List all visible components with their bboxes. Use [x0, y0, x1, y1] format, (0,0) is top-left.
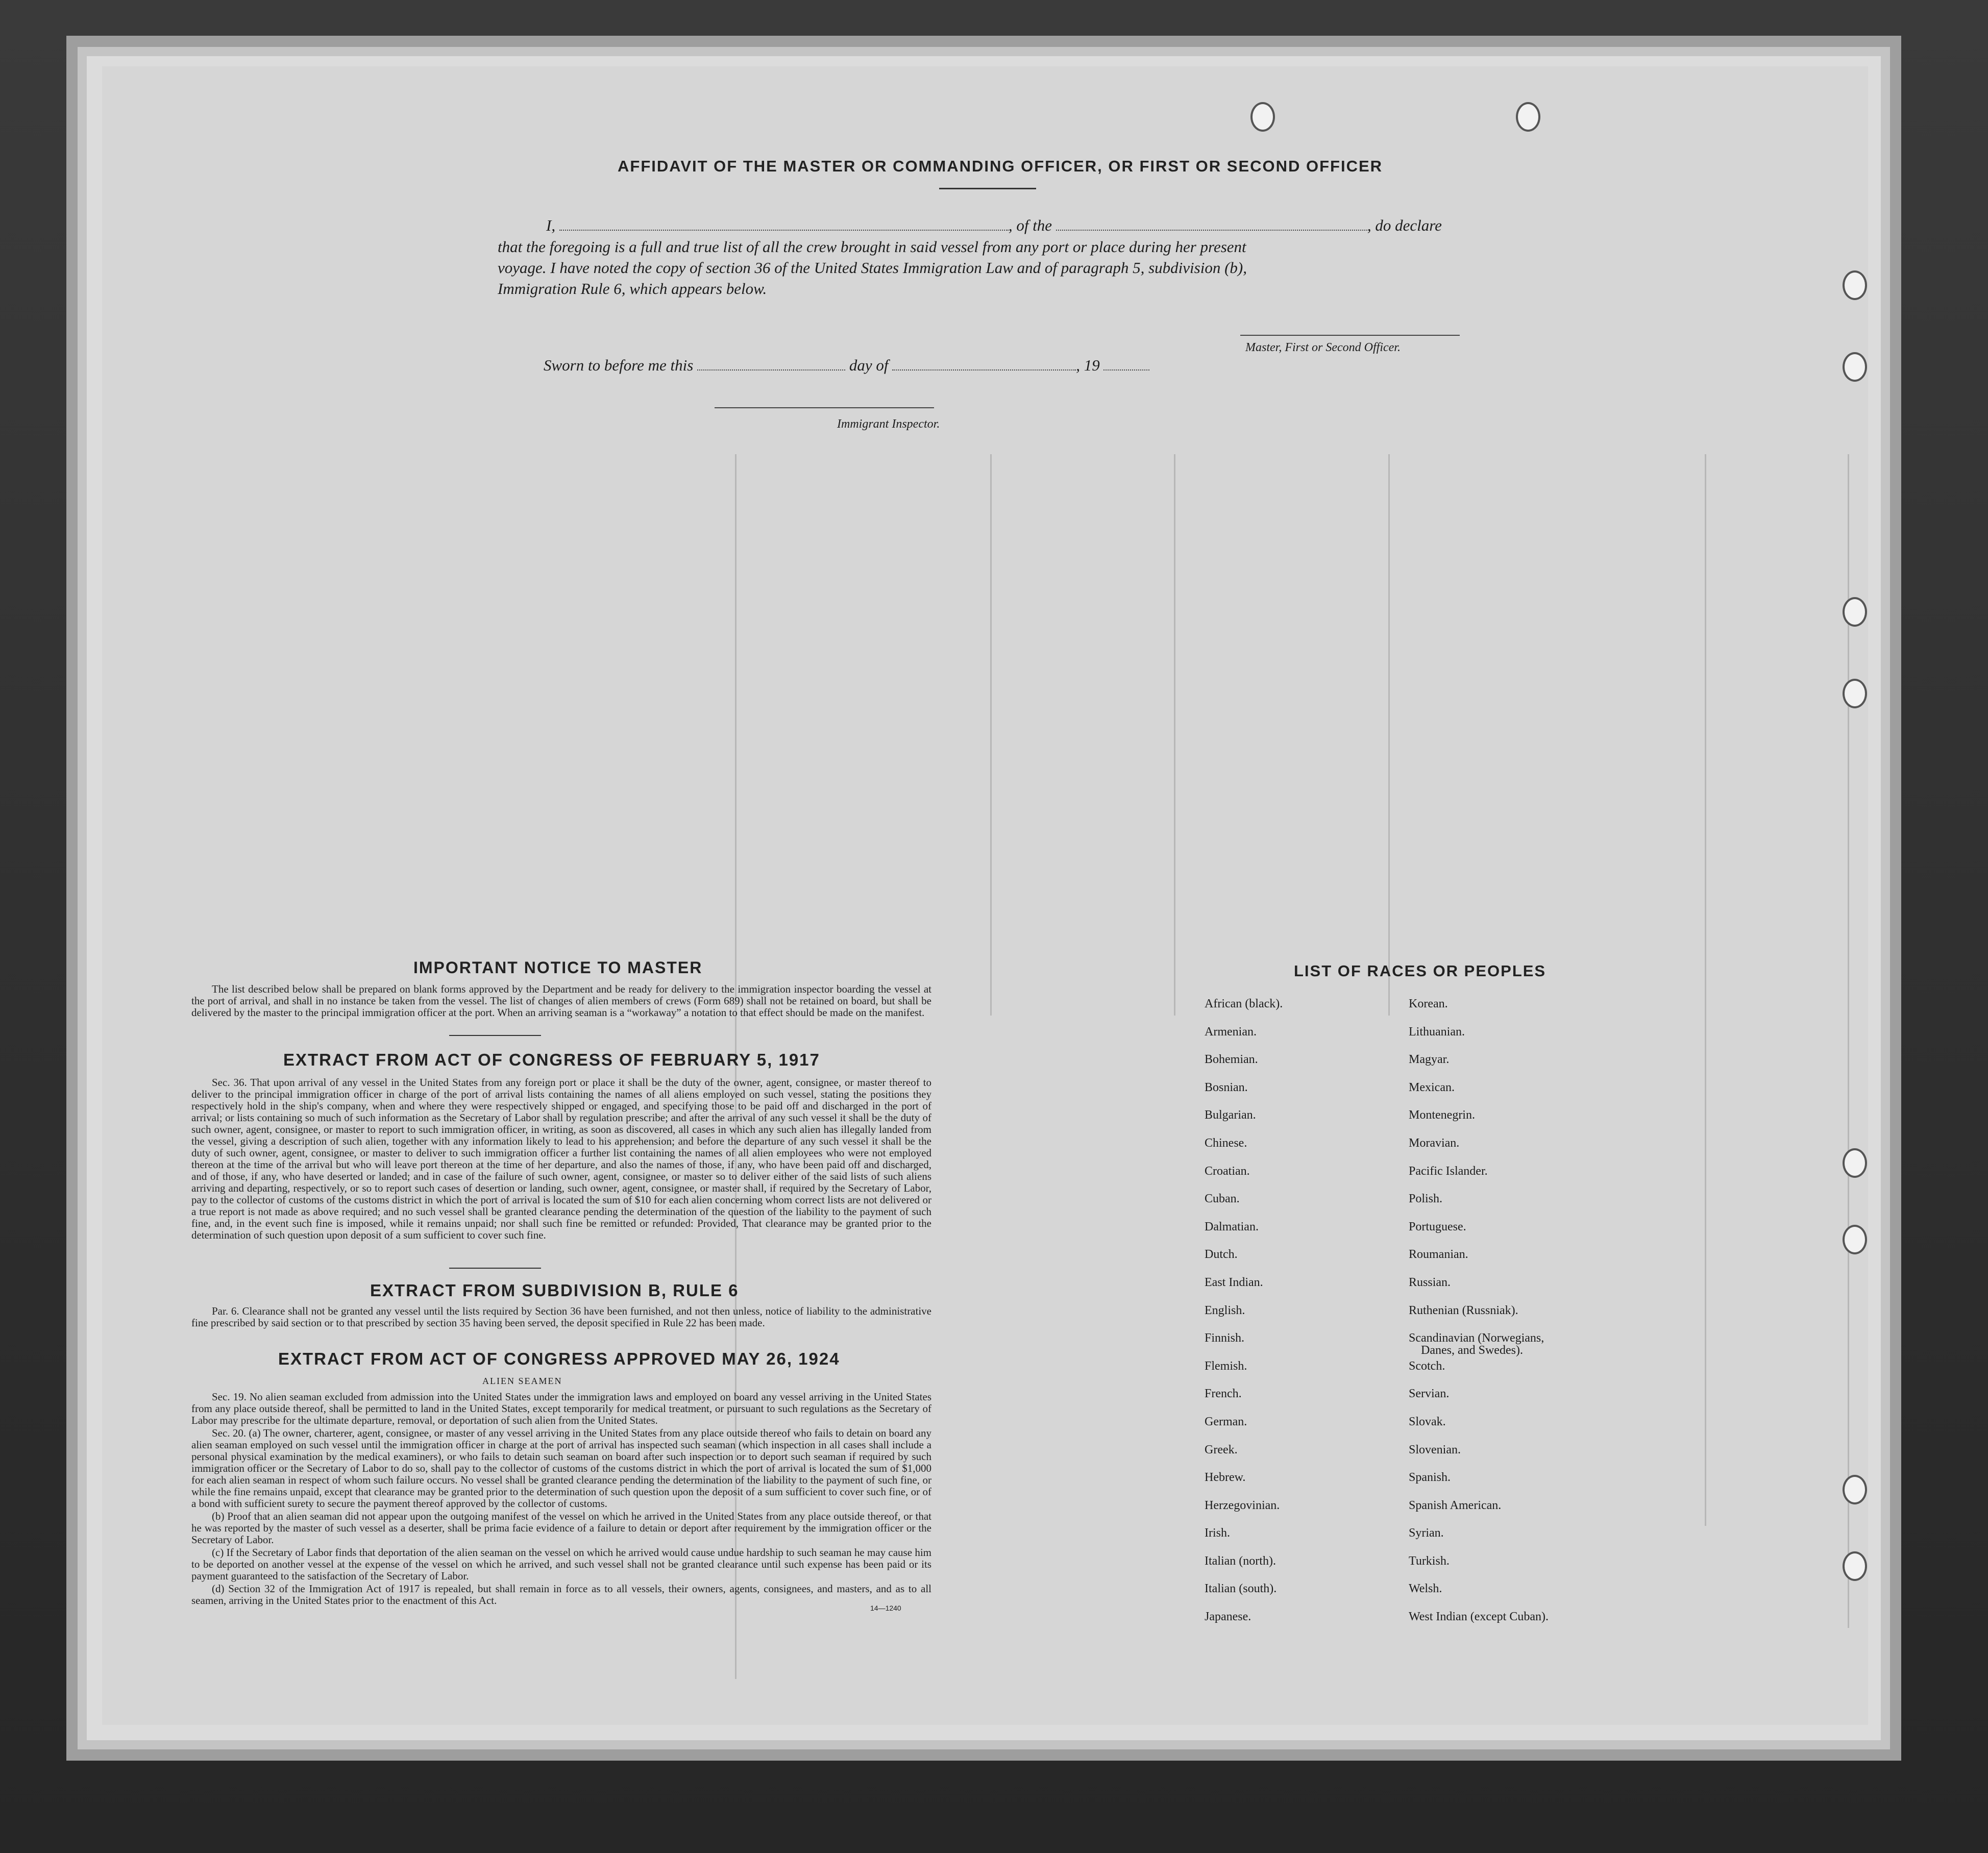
notice-body: The list described below shall be prepared on blank forms approved by the Department and be ready for delivery to the immigration inspector boarding the vessel at the port of arrival, and shall in no instance be taken from the vessel. The list of changes of alien members of crews (Form 689) shall not be retained on board, but shall be delivered by the master to the principal immigration officer at the port. When an arriving seaman is a “workaway” a notation to that effect should be made on the manifest.	[191, 983, 931, 1019]
document-sheet	[87, 56, 1881, 1740]
race-item: Chinese.	[1205, 1136, 1247, 1150]
race-item: Italian (south).	[1205, 1582, 1277, 1596]
act-1924-body	[191, 1391, 931, 1608]
punch-hole	[1843, 270, 1867, 300]
race-item: Syrian.	[1409, 1526, 1444, 1540]
bleed-through-line	[1848, 454, 1849, 1628]
declarant-name-field[interactable]	[559, 216, 1009, 231]
race-item: Slovenian.	[1409, 1443, 1461, 1456]
race-item: Welsh.	[1409, 1582, 1442, 1596]
punch-hole	[1843, 1475, 1867, 1504]
affidavit-line-4: Immigration Rule 6, which appears below.	[498, 280, 767, 298]
race-item: Bulgarian.	[1205, 1108, 1256, 1122]
sheet-inner	[102, 66, 1868, 1725]
race-item: Finnish.	[1205, 1331, 1245, 1345]
act-1917-title: EXTRACT FROM ACT OF CONGRESS OF FEBRUARY 5, 1917	[283, 1050, 820, 1069]
sworn-year-field[interactable]	[1103, 356, 1149, 370]
title-rule	[939, 188, 1036, 189]
race-item: Russian.	[1409, 1275, 1451, 1289]
race-item: Dutch.	[1205, 1248, 1238, 1262]
races-column-1	[1205, 998, 1283, 1639]
form-number: 14—1240	[870, 1604, 901, 1612]
race-item: Servian.	[1409, 1387, 1450, 1401]
bleed-through-line	[990, 454, 992, 1016]
race-item: Mexican.	[1409, 1080, 1455, 1094]
affidavit-line-1	[546, 216, 1442, 235]
affidavit-line-2: that the foregoing is a full and true list of all the crew brought in said vessel from any port or place during her present	[498, 238, 1246, 256]
race-item: Montenegrin.	[1409, 1108, 1475, 1122]
race-item: Polish.	[1409, 1192, 1443, 1206]
race-item: Spanish American.	[1409, 1498, 1502, 1512]
race-item: Scotch.	[1409, 1359, 1445, 1373]
sworn-day-field[interactable]	[697, 356, 845, 370]
rule-6-title: EXTRACT FROM SUBDIVISION B, RULE 6	[370, 1281, 739, 1300]
vessel-prefix: , of the	[1008, 216, 1052, 234]
race-item: Spanish.	[1409, 1471, 1451, 1485]
race-item: Roumanian.	[1409, 1248, 1468, 1262]
punch-hole	[1843, 597, 1867, 627]
punch-hole	[1843, 352, 1867, 382]
sec-19-text: Sec. 19. No alien seaman excluded from admission into the United States under the immigration laws and employed on board any vessel arriving in the United States from any place outside thereof, shall be permitted to land in the United States, except temporarily for medical treatment, or pursuant to such regulations as the Secretary of Labor may prescribe for the ultimate departure, removal, or deportation of such alien from the United States.	[191, 1391, 931, 1426]
race-item: French.	[1205, 1387, 1242, 1401]
sworn-line	[544, 356, 1149, 375]
punch-hole	[1843, 1551, 1867, 1581]
race-item: Armenian.	[1205, 1025, 1257, 1039]
section-rule	[449, 1035, 541, 1036]
bleed-through-line	[1174, 454, 1175, 1016]
punch-hole	[1516, 102, 1540, 132]
signature-label: Master, First or Second Officer.	[1245, 341, 1401, 354]
alien-seamen-subtitle: ALIEN SEAMEN	[482, 1376, 562, 1386]
sec-20c-text: (c) If the Secretary of Labor finds that deportation of the alien seaman on the vessel on which he arrived would cause undue hardship to such seaman he may cause him to be deported on another vessel at the expense of the vessel on which he arrived, and such vessel shall not be granted clearance until such expense has been paid or its payment guaranteed to the satisfaction of the Secretary of Labor.	[191, 1546, 931, 1582]
race-item: Flemish.	[1205, 1359, 1247, 1373]
sec-20d-text: (d) Section 32 of the Immigration Act of 1917 is repealed, but shall remain in force as to all vessels, their owners, agents, consignees, and masters, and as to all seamen, arriving in the United States prior to the enactment of this Act.	[191, 1583, 931, 1607]
notice-title: IMPORTANT NOTICE TO MASTER	[413, 958, 703, 977]
race-item: Bosnian.	[1205, 1080, 1248, 1094]
punch-hole	[1250, 102, 1275, 132]
punch-hole	[1843, 1225, 1867, 1254]
declarant-prefix: I,	[546, 216, 556, 234]
rule-6-body: Par. 6. Clearance shall not be granted any vessel until the lists required by Section 36 have been furnished, and not then unless, notice of liability to the administrative fine prescribed by said section or to that prescribed by section 35 having been served, the deposit specified in Rule 22 has been made.	[191, 1305, 931, 1329]
race-item: Japanese.	[1205, 1610, 1251, 1624]
race-item: English.	[1205, 1303, 1245, 1317]
vessel-name-field[interactable]	[1056, 216, 1367, 231]
race-item-scandinavian	[1409, 1332, 1549, 1360]
bleed-through-line	[1705, 454, 1706, 1526]
act-1917-body: Sec. 36. That upon arrival of any vessel in the United States from any foreign port or place it shall be the duty of the owner, agent, consignee, or master thereof to deliver to the principal immigration officer in charge of the port of arrival lists containing the names of all aliens employed on such vessel, stating the positions they respectively hold in the ship's company, when and where they were respectively shipped or engaged, and specifying those to be paid off and discharged in the port of arrival; or lists containing so much of such information as the Secretary of Labor shall by regulation prescribe; and after the arrival of any such vessel it shall be the duty of such owner, agent, consignee, or master to report to such immigration officer, in writing, as soon as discovered, all cases in which any such alien has illegally landed from the vessel, giving a description of such alien, together with any information likely to lead to his apprehension; and before the departure of any such vessel it shall be the duty of such owner, agent, consignee, or master to deliver to such immigration officer a further list containing the names of all alien employees who were not employed thereon at the time of the arrival but who will leave port thereon at the time of her departure, and also the names of those, if any, who have been paid off and discharged, and of those, if any, who have deserted or landed; and in case of the failure of such owner, agent, consignee, or master so to deliver either of the said lists of such aliens arriving and departing, respectively, or so to report such cases of desertion or landing, such owner, agent, consignee, or master shall, if required by the Secretary of Labor, pay to the collector of customs of the customs district in which the port of arrival is located the sum of $10 for each alien concerning whom correct lists are not delivered or a true report is not made as above required; and no such vessel shall be granted clearance pending the determination of the question of the liability to the payment of such fine, and, in the event such fine is imposed, while it remains unpaid; nor shall such fine be remitted or refunded: Provided, That clearance may be granted prior to the determination of such question upon deposit of a sum sufficient to cover such fine.	[191, 1076, 931, 1241]
race-item: West Indian (except Cuban).	[1409, 1610, 1549, 1624]
race-item: East Indian.	[1205, 1275, 1263, 1289]
bleed-through-line	[1388, 454, 1390, 1016]
signature-line[interactable]	[1240, 335, 1460, 336]
sworn-month-prefix: day of	[849, 356, 889, 374]
sworn-prefix: Sworn to before me this	[544, 356, 694, 374]
affidavit-title: AFFIDAVIT OF THE MASTER OR COMMANDING OFFICER, OR FIRST OR SECOND OFFICER	[618, 157, 1383, 175]
race-item: Irish.	[1205, 1526, 1230, 1540]
section-rule	[449, 1268, 541, 1269]
race-item: Pacific Islander.	[1409, 1164, 1488, 1178]
race-item: Herzegovinian.	[1205, 1498, 1280, 1512]
race-item: Cuban.	[1205, 1192, 1240, 1206]
race-item-continuation: Danes, and Swedes).	[1421, 1344, 1523, 1357]
race-item: Ruthenian (Russniak).	[1409, 1303, 1518, 1317]
race-item: Portuguese.	[1409, 1220, 1466, 1233]
inspector-signature-line[interactable]	[715, 407, 934, 408]
race-item: Hebrew.	[1205, 1471, 1246, 1485]
sworn-year-prefix: , 19	[1076, 356, 1100, 374]
race-item: Bohemian.	[1205, 1053, 1258, 1067]
races-column-2	[1409, 998, 1549, 1639]
inspector-label: Immigrant Inspector.	[837, 417, 940, 431]
race-item: Greek.	[1205, 1443, 1238, 1456]
race-item: Dalmatian.	[1205, 1220, 1259, 1233]
race-item: Italian (north).	[1205, 1554, 1276, 1568]
race-item: Slovak.	[1409, 1415, 1446, 1428]
race-item: African (black).	[1205, 997, 1283, 1010]
sworn-month-field[interactable]	[892, 356, 1076, 370]
race-item: Moravian.	[1409, 1136, 1460, 1150]
races-title: LIST OF RACES OR PEOPLES	[1294, 962, 1547, 980]
sec-20b-text: (b) Proof that an alien seaman did not appear upon the outgoing manifest of the vessel on which he arrived in the United States from any place outside thereof, or that he was reported by the master of such vessel as a deserter, shall be prima facie evidence of a failure to detain or deport after requirement by the immigration officer or the Secretary of Labor.	[191, 1510, 931, 1546]
punch-hole	[1843, 679, 1867, 708]
declare-suffix: , do declare	[1367, 216, 1442, 234]
race-item: Turkish.	[1409, 1554, 1450, 1568]
race-item: Korean.	[1409, 997, 1448, 1010]
race-item: German.	[1205, 1415, 1247, 1428]
race-item: Croatian.	[1205, 1164, 1250, 1178]
act-1924-title: EXTRACT FROM ACT OF CONGRESS APPROVED MAY 26, 1924	[278, 1349, 840, 1368]
race-item: Lithuanian.	[1409, 1025, 1465, 1039]
punch-hole	[1843, 1148, 1867, 1178]
race-item: Magyar.	[1409, 1053, 1450, 1067]
sec-20a-text: Sec. 20. (a) The owner, charterer, agent, consignee, or master of any vessel arriving in the United States from any place outside thereof who fails to detain on board any alien seaman employed on such vessel until the immigration officer in charge at the port of arrival has inspected such seaman (which inspection in all cases shall include a personal physical examination by the medical examiners), or who fails to detain such seaman on board after such inspection or to deport such seaman if required by such immigration officer or the Secretary of Labor to do so, shall pay to the collector of customs of the customs district in which the port of arrival is located the sum of $1,000 for each alien seaman in respect of whom such failure occurs. No vessel shall be granted clearance pending the determination of the liability to the payment of such fine, or while the fine remains unpaid, except that clearance may be granted prior to the determination of such question upon the deposit of a sum sufficient to cover such fine, or of a bond with sufficient surety to secure the payment thereof approved by the collector of customs.	[191, 1427, 931, 1510]
affidavit-line-3: voyage. I have noted the copy of section 36 of the United States Immigration Law and of paragraph 5, subdivision (b),	[498, 259, 1247, 277]
race-item: Scandinavian (Norwegians,	[1409, 1331, 1544, 1345]
